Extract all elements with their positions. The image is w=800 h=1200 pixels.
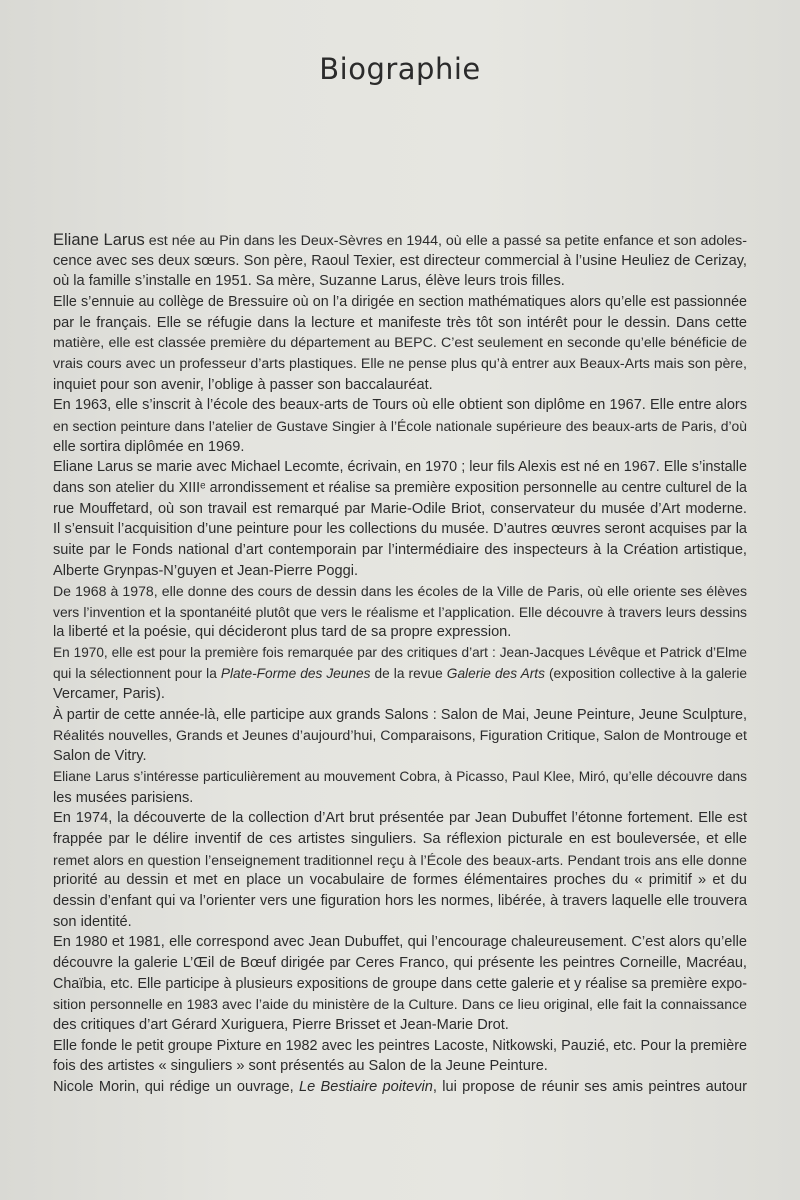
text-line: Elle fonde le petit groupe Pixture en 1982 avec les peintres Lacoste, Nitkowski, Pauzié, etc. Pour la première — [53, 1037, 747, 1054]
text-line: qui la sélectionnent pour la Plate-Forme des Jeunes de la revue Galerie des Arts (exposition collective à la galerie — [53, 665, 748, 681]
text-line: cence avec ses deux sœurs. Son père, Raoul Texier, est directeur commercial à l’usine Heuliez de Cerizay, — [53, 252, 747, 269]
text-line: découvre la galerie L’Œil de Bœuf dirigée par Ceres Franco, qui présente les peintres Corneille, Macréau, — [53, 954, 747, 971]
text-line: Eliane Larus se marie avec Michael Lecomte, écrivain, en 1970 ; leur fils Alexis est né en 1967. Elle s’installe — [53, 459, 747, 476]
text-line: Alberte Grynpas-N’guyen et Jean-Pierre Poggi. — [53, 562, 359, 579]
text-line: remet alors en question l’enseignement traditionnel reçu à l’École des beaux-arts. Pendant trois ans elle donne — [53, 851, 747, 868]
text-line: matière, elle est classée première du département au BEPC. C’est seulement en seconde qu’elle bénéficie de — [53, 335, 747, 352]
text-line: Nicole Morin, qui rédige un ouvrage, Le Bestiaire poitevin, lui propose de réunir ses amis peintres autour — [53, 1078, 747, 1095]
exhibition-title: Plate-Forme des Jeunes — [220, 665, 371, 681]
text-line: dessin d’enfant qui va l’orienter vers une figuration hors les normes, libérée, à travers laquelle elle trouvera — [53, 893, 747, 909]
text-line: les musées parisiens. — [53, 789, 194, 806]
text-line: À partir de cette année-là, elle participe aux grands Salons : Salon de Mai, Jeune Peinture, Jeune Sculpture, — [53, 707, 747, 724]
text-line: suite par le Fonds national d’art contemporain par l’intermédiaire des inspecteurs à la Création artistique, — [53, 541, 747, 558]
text-line: fois des artistes « singuliers » sont présentés au Salon de la Jeune Peinture. — [53, 1058, 548, 1075]
text-line: elle sortira diplômée en 1969. — [53, 438, 245, 455]
text-line: où la famille s’installe en 1951. Sa mère, Suzanne Larus, élève leurs trois filles. — [53, 273, 565, 290]
text-line: Réalités nouvelles, Grands et Jeunes d’aujourd’hui, Comparaisons, Figuration Critique, Salon de Montrouge et — [53, 727, 748, 744]
text-line: Chaïbia, etc. Elle participe à plusieurs expositions de groupe dans cette galerie et y réalise sa première expo- — [53, 975, 747, 992]
text-line: En 1963, elle s’inscrit à l’école des beaux-arts de Tours où elle obtient son diplôme en 1967. Elle entre alors — [53, 397, 747, 414]
text-line: De 1968 à 1978, elle donne des cours de dessin dans les écoles de la Ville de Paris, où elle oriente ses élèves — [53, 583, 747, 600]
text-line: Elle s’ennuie au collège de Bressuire où on l’a dirigée en section mathématiques alors qu’elle est passionnée — [53, 293, 747, 310]
text-line: Vercamer, Paris). — [53, 686, 165, 703]
text-line: En 1974, la découverte de la collection d’Art brut présentée par Jean Dubuffet l’étonne fortement. Elle est — [53, 810, 747, 827]
text-line: En 1980 et 1981, elle correspond avec Jean Dubuffet, qui l’encourage chaleureusement. C’est alors qu’elle — [53, 934, 747, 951]
book-title: Le Bestiaire poitevin — [298, 1078, 433, 1095]
text-line: des critiques d’art Gérard Xuriguera, Pierre Brisset et Jean-Marie Drot. — [53, 1016, 509, 1033]
text-line: frappée par le délire inventif de ces artistes singuliers. Sa réflexion picturale en est bouleversée, et elle — [53, 831, 747, 848]
text-line: son identité. — [53, 913, 132, 930]
text-line: Il s’ensuit l’acquisition d’une peinture pour les collections du musée. D’autres œuvres seront acquises par la — [53, 521, 747, 538]
text-line: dans son atelier du XIIIᵉ arrondissement et réalise sa première exposition personnelle au centre culturel de la — [53, 479, 747, 496]
text-line: Eliane Larus s’intéresse particulièrement au mouvement Cobra, à Picasso, Paul Klee, Miró, qu’elle découvre dans — [53, 769, 747, 785]
text-line: sition personnelle en 1983 avec l’aide du ministère de la Culture. Dans ce lieu original, elle fait la connaissance — [53, 996, 747, 1013]
text-line: inquiet pour son avenir, l’oblige à passer son baccalauréat. — [53, 376, 433, 393]
text-line: Salon de Vitry. — [53, 748, 147, 765]
text-line: en section peinture dans l’atelier de Gustave Singier à l’École nationale supérieure des beaux-arts de Paris, d’où — [53, 417, 747, 434]
biography-text — [53, 230, 747, 1098]
text-line: priorité au dessin et met en place un vocabulaire de formes élémentaires proches du « primitif » et du — [53, 872, 747, 889]
text-line: la liberté et la poésie, qui décideront plus tard de sa propre expression. — [53, 624, 512, 641]
text-line: vrais cours avec un professeur d’arts plastiques. Elle ne pense plus qu’à entrer aux Beaux-Arts mais son père, — [53, 355, 747, 372]
text-line: vers l’invention et la spontanéité plutôt que vers le réalisme et l’application. Elle découvre à travers leurs dessins — [53, 603, 747, 620]
text-line: rue Mouffetard, où son travail est remarqué par Marie-Odile Briot, conservateur du musée d’Art moderne. — [53, 500, 747, 517]
text-line: En 1970, elle est pour la première fois remarquée par des critiques d’art : Jean-Jacques Lévêque et Patrick d’Elme — [53, 645, 747, 661]
text-line: Eliane Larus est née au Pin dans les Deux-Sèvres en 1944, où elle a passé sa petite enfance et son adoles- — [53, 231, 747, 249]
page-title: Biographie — [319, 52, 481, 86]
magazine-title: Galerie des Arts — [446, 665, 545, 681]
artist-name: Eliane Larus — [53, 231, 145, 249]
text-line: par le français. Elle se réfugie dans la lecture et manifeste très tôt son intérêt pour le dessin. Dans cette — [53, 314, 747, 331]
